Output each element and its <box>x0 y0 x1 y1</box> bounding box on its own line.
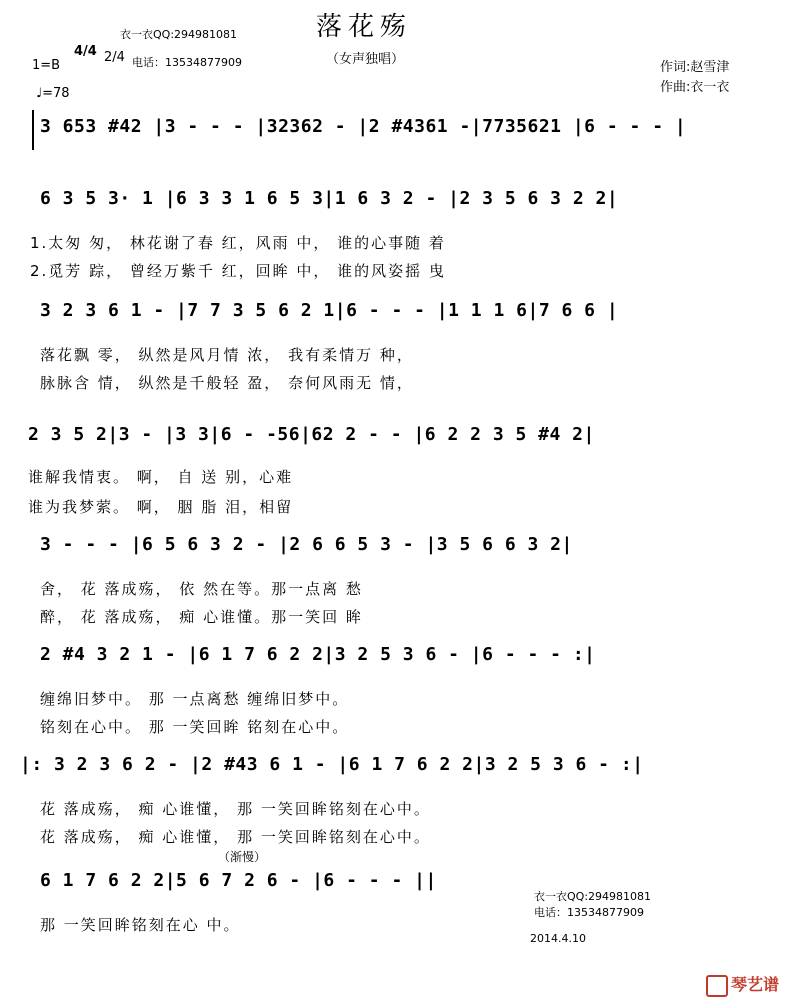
lyric-line: 缠绵旧梦中。 那 一点离愁 缠绵旧梦中。 <box>40 690 350 708</box>
notation-line: 3 653 #42 |3 - - - |32362 - |2 #4361 -|7735621 |6 - - - | <box>40 116 687 137</box>
contact-qq: 衣一衣QQ:294981081 <box>534 890 652 903</box>
lyric-line: 舍， 花 落成殇， 依 然在等。那一点离 愁 <box>40 580 363 598</box>
logo-text: 琴艺谱 <box>731 975 780 994</box>
lyric-line: 1.太匆 匆， 林花谢了春 红，风雨 中， 谁的心事随 着 <box>30 234 446 252</box>
lyric-line: 落花飘 零， 纵然是风月情 浓， 我有柔情万 种， <box>40 346 414 364</box>
time-signature-a: 4/4 <box>74 44 97 59</box>
notation-line: 3 - - - |6 5 6 3 2 - |2 6 6 5 3 - |3 5 6 6 3 2| <box>40 534 573 555</box>
key-signature: 1=B <box>32 58 61 73</box>
notation-line: 2 3 5 2|3 - |3 3|6 - -56|62 2 - - |6 2 2 3 5 #4 2| <box>28 424 595 445</box>
lyric-line: 脉脉含 情， 纵然是千般轻 盈， 奈何风雨无 情， <box>40 374 414 392</box>
tempo: ♩=78 <box>36 86 70 101</box>
phone-top: 电话：13534877909 <box>132 56 242 69</box>
start-barline <box>32 110 34 150</box>
lyric-line: 花 落成殇， 痴 心谁懂， 那 一笑回眸铭刻在心中。 <box>40 800 431 818</box>
lyric-line: 醉， 花 落成殇， 痴 心谁懂。那一笑回 眸 <box>40 608 363 626</box>
date: 2014.4.10 <box>530 932 586 945</box>
composer: 作曲:衣一衣 <box>660 80 730 95</box>
notation-line: 3 2 3 6 1 - |7 7 3 5 6 2 1|6 - - - |1 1 1 6|7 6 6 | <box>40 300 619 321</box>
notation-line: 6 1 7 6 2 2|5 6 7 2 6 - |6 - - - || <box>40 870 437 891</box>
lyric-line: 谁解我情衷。 啊， 自 送 别，心难 <box>28 468 294 486</box>
notation-line: |: 3 2 3 6 2 - |2 #43 6 1 - |6 1 7 6 2 2|3 2 5 3 6 - :| <box>20 754 644 775</box>
lyric-line: 铭刻在心中。 那 一笑回眸 铭刻在心中。 <box>40 718 350 736</box>
song-title: 落花殇 <box>316 12 413 42</box>
lyric-line: 谁为我梦萦。 啊， 胭 脂 泪，相留 <box>28 498 294 516</box>
lyricist: 作词:赵雪津 <box>660 60 730 75</box>
notation-line: 2 #4 3 2 1 - |6 1 7 6 2 2|3 2 5 3 6 - |6 - - - :| <box>40 644 596 665</box>
subtitle: （女声独唱） <box>326 52 405 67</box>
time-signature-b: 2/4 <box>104 50 125 65</box>
logo-icon <box>706 975 728 997</box>
lyric-line: 2.觅芳 踪， 曾经万紫千 红，回眸 中， 谁的风姿摇 曳 <box>30 262 446 280</box>
phone: 电话：13534877909 <box>534 906 644 919</box>
lyric-line: 那 一笑回眸铭刻在心 中。 <box>40 916 241 934</box>
site-logo[interactable] <box>706 972 779 997</box>
notation-line: 6 3 5 3· 1 |6 3 3 1 6 5 3|1 6 3 2 - |2 3 5 6 3 2 2| <box>40 188 619 209</box>
lyric-line: 花 落成殇， 痴 心谁懂， 那 一笑回眸铭刻在心中。 <box>40 828 431 846</box>
contact-qq-top: 衣一衣QQ:294981081 <box>120 28 238 41</box>
tempo-mark: （渐慢） <box>218 850 267 864</box>
